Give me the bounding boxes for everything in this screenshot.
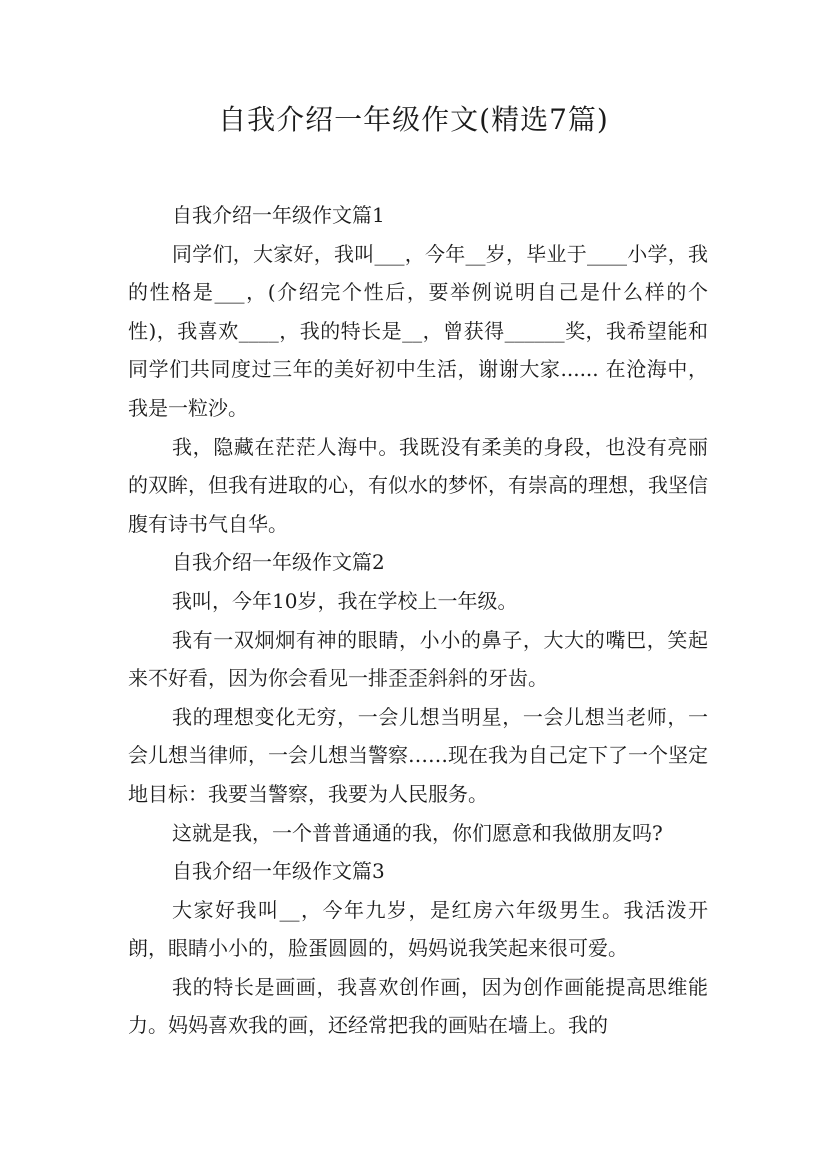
paragraph: 我叫，今年10岁，我在学校上一年级。 bbox=[172, 588, 518, 613]
paragraph: 这就是我，一个普普通通的我，你们愿意和我做朋友吗? bbox=[172, 820, 663, 845]
section-heading-2: 自我介绍一年级作文篇2 bbox=[172, 550, 385, 575]
paragraph: 大家好我叫__，今年九岁，是红房六年级男生。我活泼开朗，眼睛小小的，脸蛋圆圆的，妈妈说我笑起来很可爱。 bbox=[128, 897, 708, 961]
paragraph: 我的特长是画画，我喜欢创作画，因为创作画能提高思维能力。妈妈喜欢我的画，还经常把我的画贴在墙上。我的 bbox=[128, 974, 708, 1038]
section-heading-1: 自我介绍一年级作文篇1 bbox=[172, 203, 385, 227]
section-heading-3: 自我介绍一年级作文篇3 bbox=[172, 859, 385, 884]
paragraph: 我有一双炯炯有神的眼睛，小小的鼻子，大大的嘴巴，笑起来不好看，因为你会看见一排歪歪斜斜的牙齿。 bbox=[128, 627, 708, 691]
document-title: 自我介绍一年级作文(精选7篇) bbox=[218, 103, 609, 136]
paragraph: 我的理想变化无穷，一会儿想当明星，一会儿想当老师，一会儿想当律师，一会儿想当警察……现在我为自己定下了一个坚定地目标：我要当警察，我要为人民服务。 bbox=[128, 704, 708, 806]
paragraph: 我，隐藏在茫茫人海中。我既没有柔美的身段，也没有亮丽的双眸，但我有进取的心，有似水的梦怀，有崇高的理想，我坚信腹有诗书气自华。 bbox=[128, 434, 708, 536]
document-body bbox=[128, 196, 708, 1045]
paragraph: 同学们，大家好，我叫___，今年__岁，毕业于____小学，我的性格是___，(介绍完个性后，要举例说明自己是什么样的个性)，我喜欢____，我的特长是__，曾获得______奖，我希望能和同学们共同度过三年的美好初中生活，谢谢大家...... 在沧海中，我是一粒沙。 bbox=[128, 241, 708, 420]
